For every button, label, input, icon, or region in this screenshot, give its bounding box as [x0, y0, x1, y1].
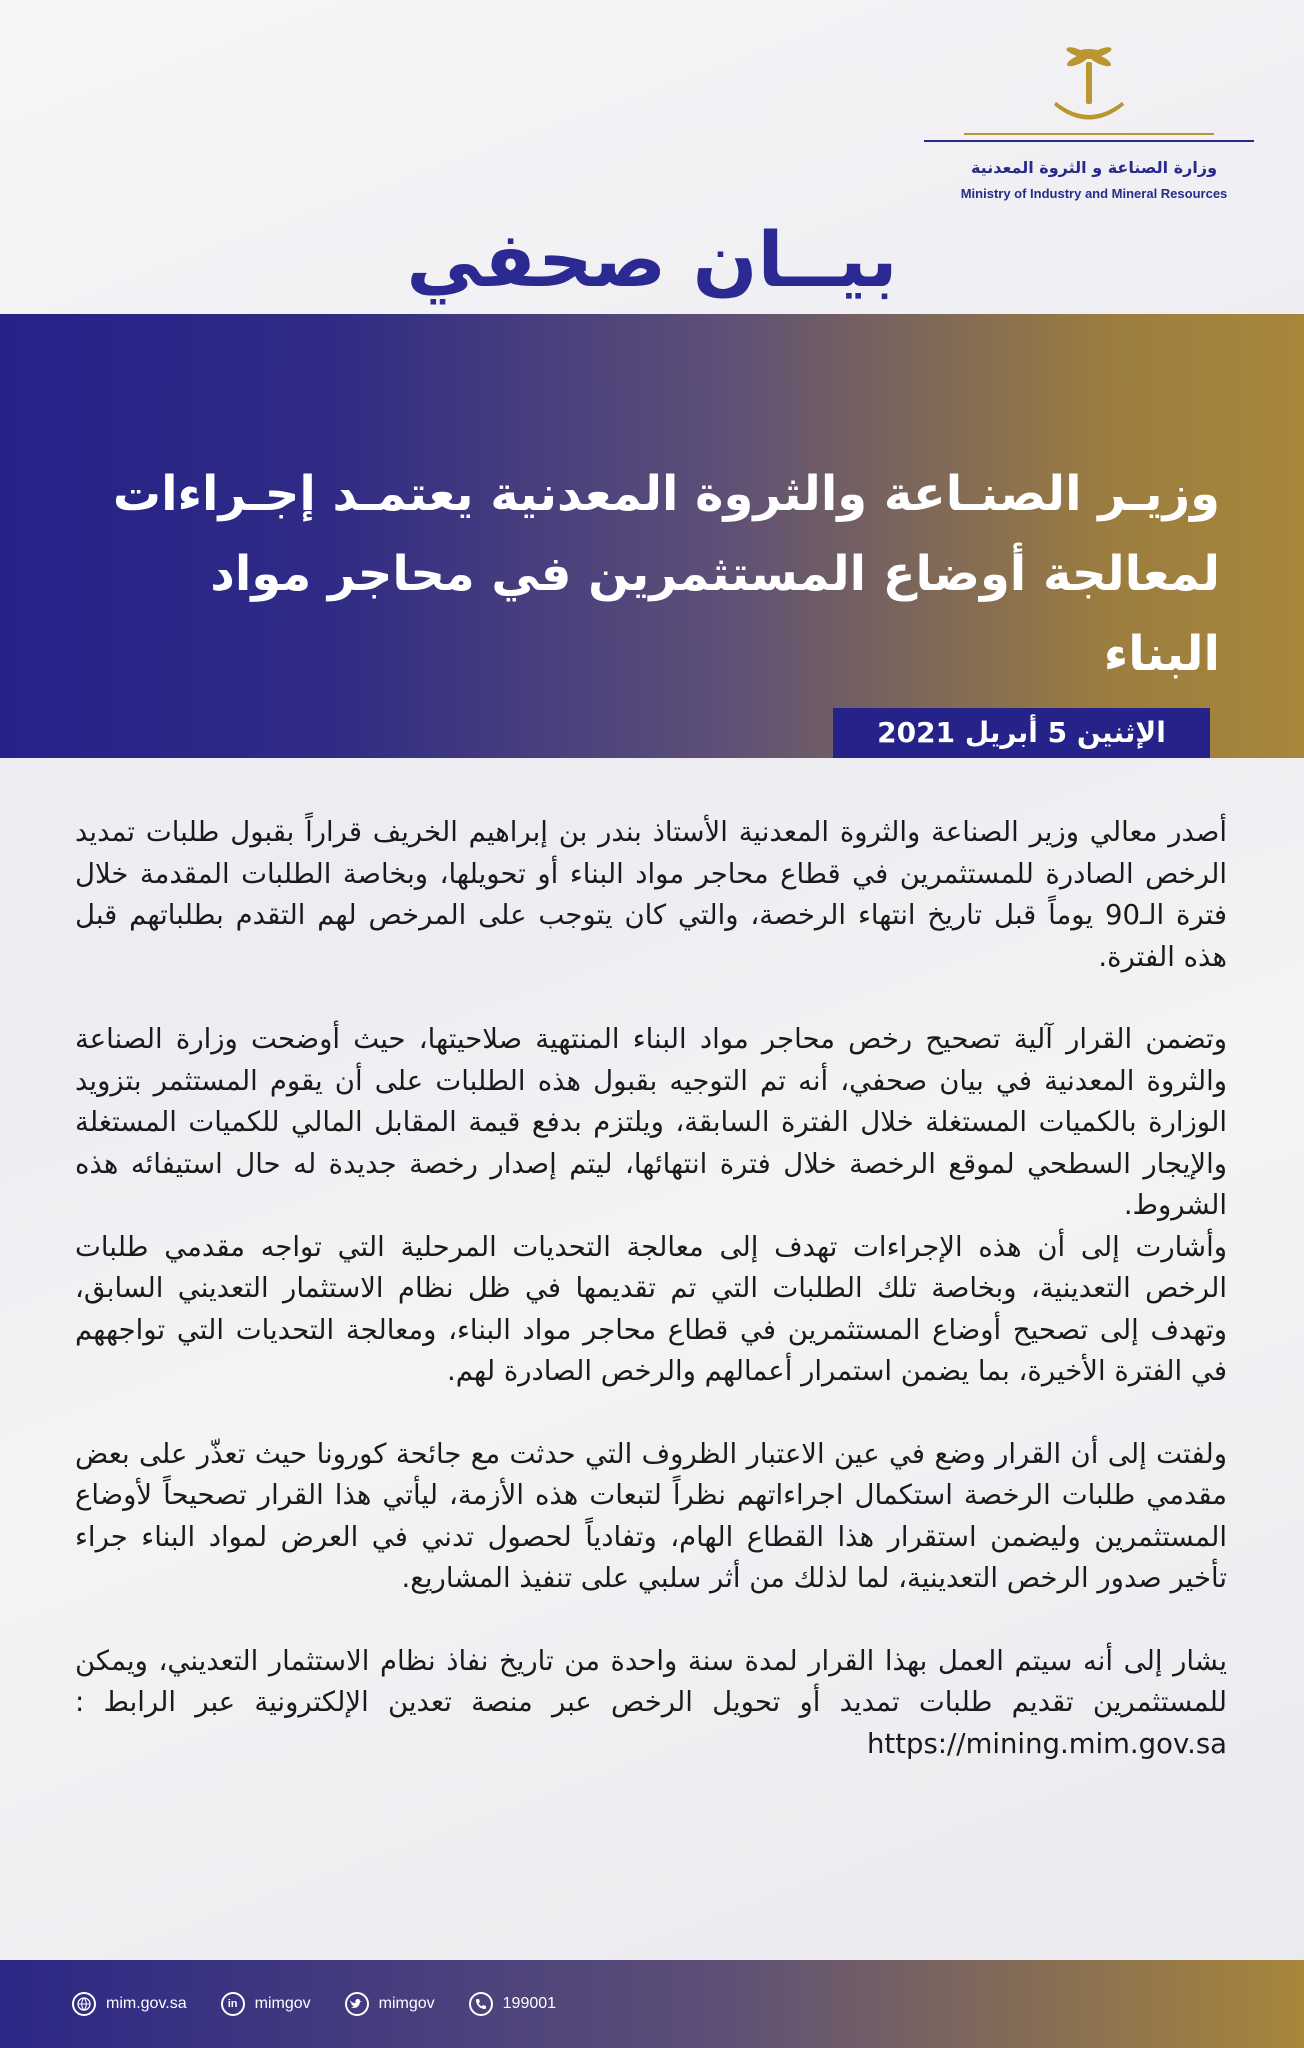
page-title: بيــان صحفي	[406, 215, 898, 304]
twitter-icon	[345, 1992, 369, 2016]
twitter-handle: mimgov	[378, 1995, 435, 2012]
press-release-body	[75, 812, 1227, 1765]
globe-icon	[72, 1992, 96, 2016]
date-badge: الإثنين 5 أبريل 2021	[833, 708, 1210, 758]
website-text: mim.gov.sa	[106, 1995, 187, 2012]
paragraph-3: وأشارت إلى أن هذه الإجراءات تهدف إلى معالجة التحديات المرحلية التي تواجه مقدمي طلبات الرخص التعدينية، وبخاصة تلك الطلبات التي تم تقديمها في ظل نظام الاستثمار التعديني السابق، وتهدف إلى تصحيح أوضاع المستثمرين في قطاع محاجر مواد البناء، ومعالجة التحديات التي تواجههم في الفترة الأخيرة، بما يضمن استمرار أعمالهم والرخص الصادرة لهم.	[75, 1230, 1227, 1387]
footer-bar	[0, 1960, 1304, 2048]
phone-number: 199001	[502, 1995, 557, 2012]
website-link[interactable]	[72, 1992, 187, 2016]
linkedin-link[interactable]	[221, 1992, 311, 2016]
ministry-logo	[924, 40, 1254, 210]
phone-link[interactable]	[469, 1992, 556, 2016]
headline-line-2: لمعالجة أوضاع المستثمرين في محاجر مواد البناء	[210, 546, 1220, 682]
linkedin-icon: in	[221, 1992, 245, 2016]
ministry-name-english: Ministry of Industry and Mineral Resources	[960, 186, 1228, 201]
paragraph-1: أصدر معالي وزير الصناعة والثروة المعدنية الأستاذ بندر بن إبراهيم الخريف قراراً بقبول طلبات تمديد الرخص الصادرة للمستثمرين في قطاع محاجر مواد البناء أو تحويلها، وبخاصة الطلبات المقدمة خلال فترة الـ90 يوماً قبل تاريخ انتهاء الرخصة، والتي كان يتوجب على المرخص لهم التقدم بطلباتهم قبل هذه الفترة.	[75, 816, 1227, 973]
phone-icon	[469, 1992, 493, 2016]
contact-links	[72, 1960, 556, 2048]
palm-swords-emblem-icon	[924, 40, 1254, 160]
paragraph-2: وتضمن القرار آلية تصحيح رخص محاجر مواد البناء المنتهية صلاحيتها، حيث أوضحت وزارة الصناعة والثروة المعدنية في بيان صحفي، أنه تم التوجيه بقبول هذه الطلبات على أن يقوم المستثمر بتزويد الوزارة بالكميات المستغلة خلال الفترة السابقة، ويلتزم بدفع قيمة المقابل المالي للكميات المستغلة والإيجار السطحي لموقع الرخصة خلال فترة انتهائها، ليتم إصدار رخصة جديدة له حال استيفائه هذه الشروط.	[75, 1023, 1227, 1221]
headline-line-1: وزيـر الصنـاعة والثروة المعدنية يعتمـد إجـراءات	[112, 466, 1220, 522]
ministry-name-arabic: وزارة الصناعة و الثروة المعدنية	[970, 158, 1218, 177]
paragraph-5: يشار إلى أنه سيتم العمل بهذا القرار لمدة سنة واحدة من تاريخ نفاذ نظام الاستثمار التعديني، ويمكن للمستثمرين تقديم طلبات تمديد أو تحويل الرخص عبر منصة تعدين الإلكترونية عبر الرابط : https://mining.mim.gov.sa	[75, 1644, 1227, 1760]
linkedin-handle: mimgov	[254, 1995, 311, 2012]
twitter-link[interactable]	[345, 1992, 435, 2016]
headline-banner	[0, 314, 1304, 758]
paragraph-4: ولفتت إلى أن القرار وضع في عين الاعتبار الظروف التي حدثت مع جائحة كورونا حيث تعذّر على بعض مقدمي طلبات الرخصة استكمال اجراءاتهم نظراً لتبعات هذه الأزمة، ليأتي هذا القرار تصحيحاً لأوضاع المستثمرين وليضمن استقرار هذا القطاع الهام، وتفادياً لحصول تدني في العرض لمواد البناء جراء تأخير صدور الرخص التعدينية، لما لذلك من أثر سلبي على تنفيذ المشاريع.	[75, 1437, 1227, 1594]
headline	[80, 454, 1220, 694]
